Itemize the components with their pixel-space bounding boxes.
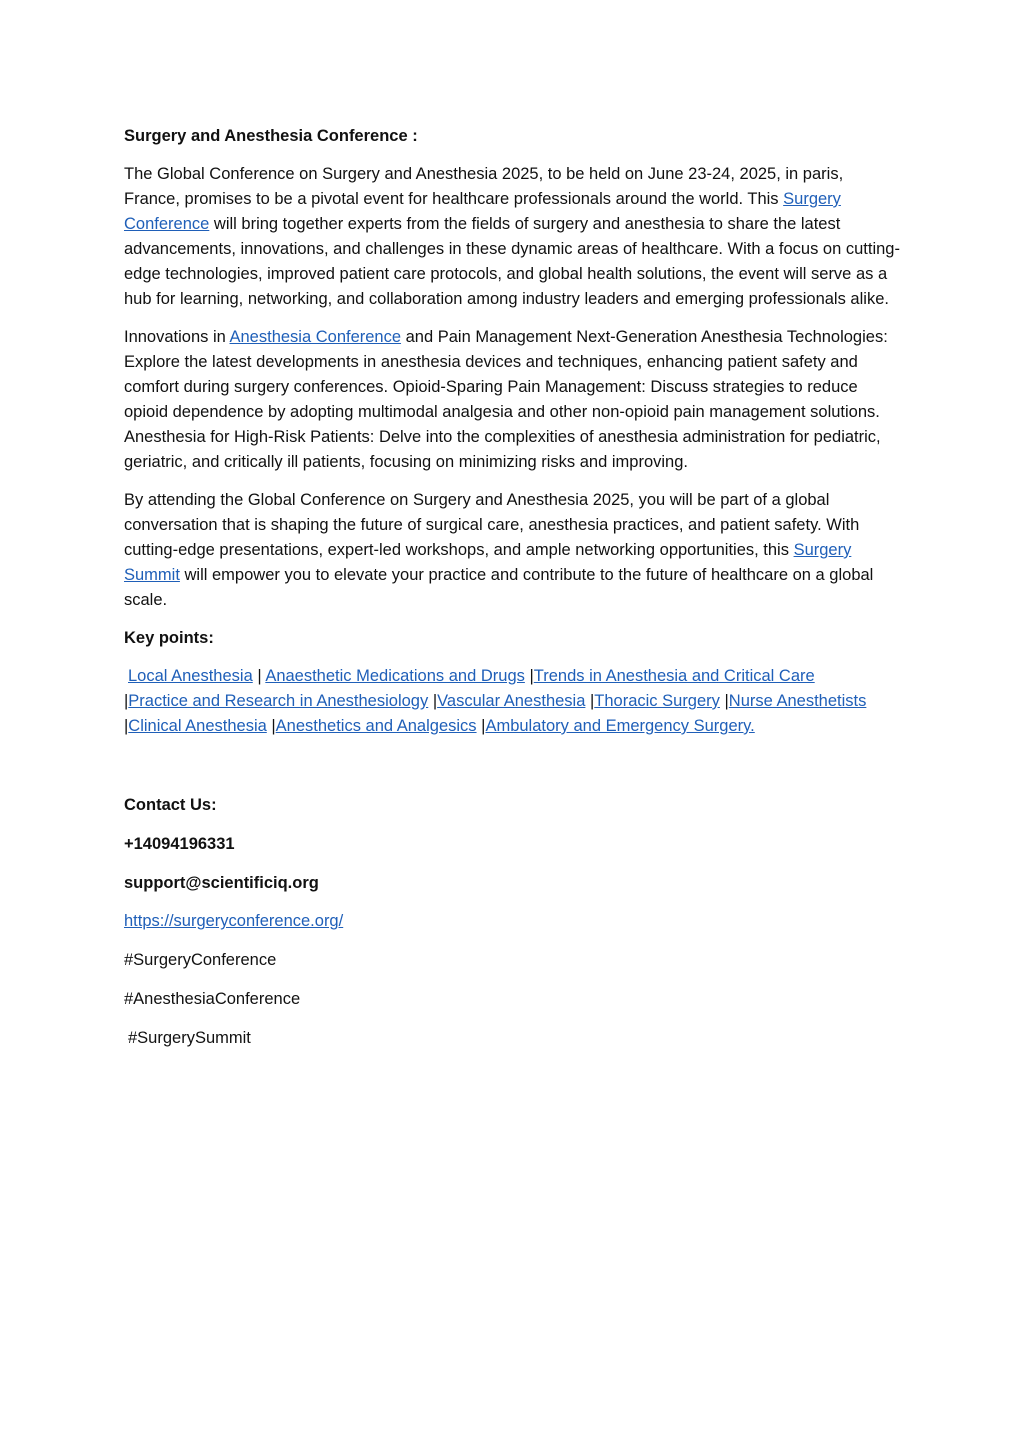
contact-email: support@scientificiq.org [124, 873, 319, 892]
key-point-separator: | [524, 667, 534, 685]
key-point-link[interactable]: Practice and Research in Anesthesiology [128, 692, 429, 710]
key-point-link[interactable]: Ambulatory and Emergency Surgery. [485, 717, 755, 735]
paragraph-attending-text-after: will empower you to elevate your practice and contribute to the future of healthcare on a global scale. [124, 566, 874, 609]
key-point-separator: | [585, 692, 595, 710]
key-point-separator: | [476, 717, 486, 735]
key-points-heading: Key points: [124, 629, 214, 647]
key-point-link[interactable]: Anaesthetic Medications and Drugs [265, 667, 525, 685]
paragraph-intro [124, 162, 900, 312]
document-body [124, 124, 900, 1065]
surgery-conference-link[interactable]: Surgery Conference [124, 190, 841, 233]
surgery-summit-link[interactable]: Surgery Summit [124, 541, 852, 584]
page-title: Surgery and Anesthesia Conference : [124, 127, 418, 145]
key-point-separator: | [266, 717, 276, 735]
key-point-separator: | [719, 692, 729, 710]
key-point-link[interactable]: Vascular Anesthesia [437, 692, 586, 710]
contact-phone: +14094196331 [124, 834, 235, 853]
paragraph-innovations-text-after: and Pain Management Next-Generation Anesthesia Technologies: Explore the latest developments in anesthesia devices and techniques, enhancing patient safety and comfort during surgery conferences. Opioid-Sparing Pain Management: Discuss strategies to reduce opioid dependence by adopting multimodal analgesia and other non-opioid pain management solutions. Anesthesia for High-Risk Patients: Delve into the complexities of anesthesia administration for pediatric, geriatric, and critically ill patients, focusing on minimizing risks and improving. [124, 328, 888, 471]
key-point-separator: | [124, 692, 129, 710]
key-point-separator: | [428, 692, 438, 710]
key-point-link[interactable]: Thoracic Surgery [594, 692, 720, 710]
hashtag-anesthesia-conference: #AnesthesiaConference [124, 989, 301, 1008]
anesthesia-conference-link[interactable]: Anesthesia Conference [229, 328, 402, 346]
key-point-separator: | [124, 717, 129, 735]
paragraph-innovations-text-before: Innovations in [124, 328, 230, 346]
key-point-link[interactable]: Trends in Anesthesia and Critical Care [533, 667, 815, 685]
paragraph-innovations [124, 325, 900, 475]
key-point-link[interactable]: Anesthetics and Analgesics [275, 717, 477, 735]
key-point-link[interactable]: Nurse Anesthetists [728, 692, 867, 710]
website-link[interactable]: https://surgeryconference.org/ [124, 912, 344, 931]
key-point-link[interactable]: Local Anesthesia [128, 667, 253, 685]
hashtag-surgery-conference: #SurgeryConference [124, 951, 277, 970]
paragraph-attending [124, 488, 900, 613]
contact-heading: Contact Us: [124, 796, 217, 814]
hashtag-surgery-summit: #SurgerySummit [128, 1028, 251, 1047]
contact-website [124, 909, 900, 934]
key-points-list [124, 664, 900, 739]
key-point-link[interactable]: Clinical Anesthesia [128, 717, 267, 735]
contact-section [124, 793, 900, 1051]
paragraph-intro-text-after: will bring together experts from the fields of surgery and anesthesia to share the latest advancements, innovations, and challenges in these dynamic areas of healthcare. With a focus on cutting-edge technologies, improved patient care protocols, and global health solutions, the event will serve as a hub for learning, networking, and collaboration among industry leaders and emerging professionals alike. [124, 215, 900, 308]
paragraph-intro-text-before: The Global Conference on Surgery and Anesthesia 2025, to be held on June 23-24, 2025, in paris, France, promises to be a pivotal event for healthcare professionals around the world. This [124, 165, 844, 208]
paragraph-attending-text-before: By attending the Global Conference on Surgery and Anesthesia 2025, you will be part of a global conversation that is shaping the future of surgical care, anesthesia practices, and patient safety. With cutting-edge presentations, expert-led workshops, and ample networking opportunities, this [124, 491, 860, 559]
key-point-separator: | [252, 667, 266, 685]
